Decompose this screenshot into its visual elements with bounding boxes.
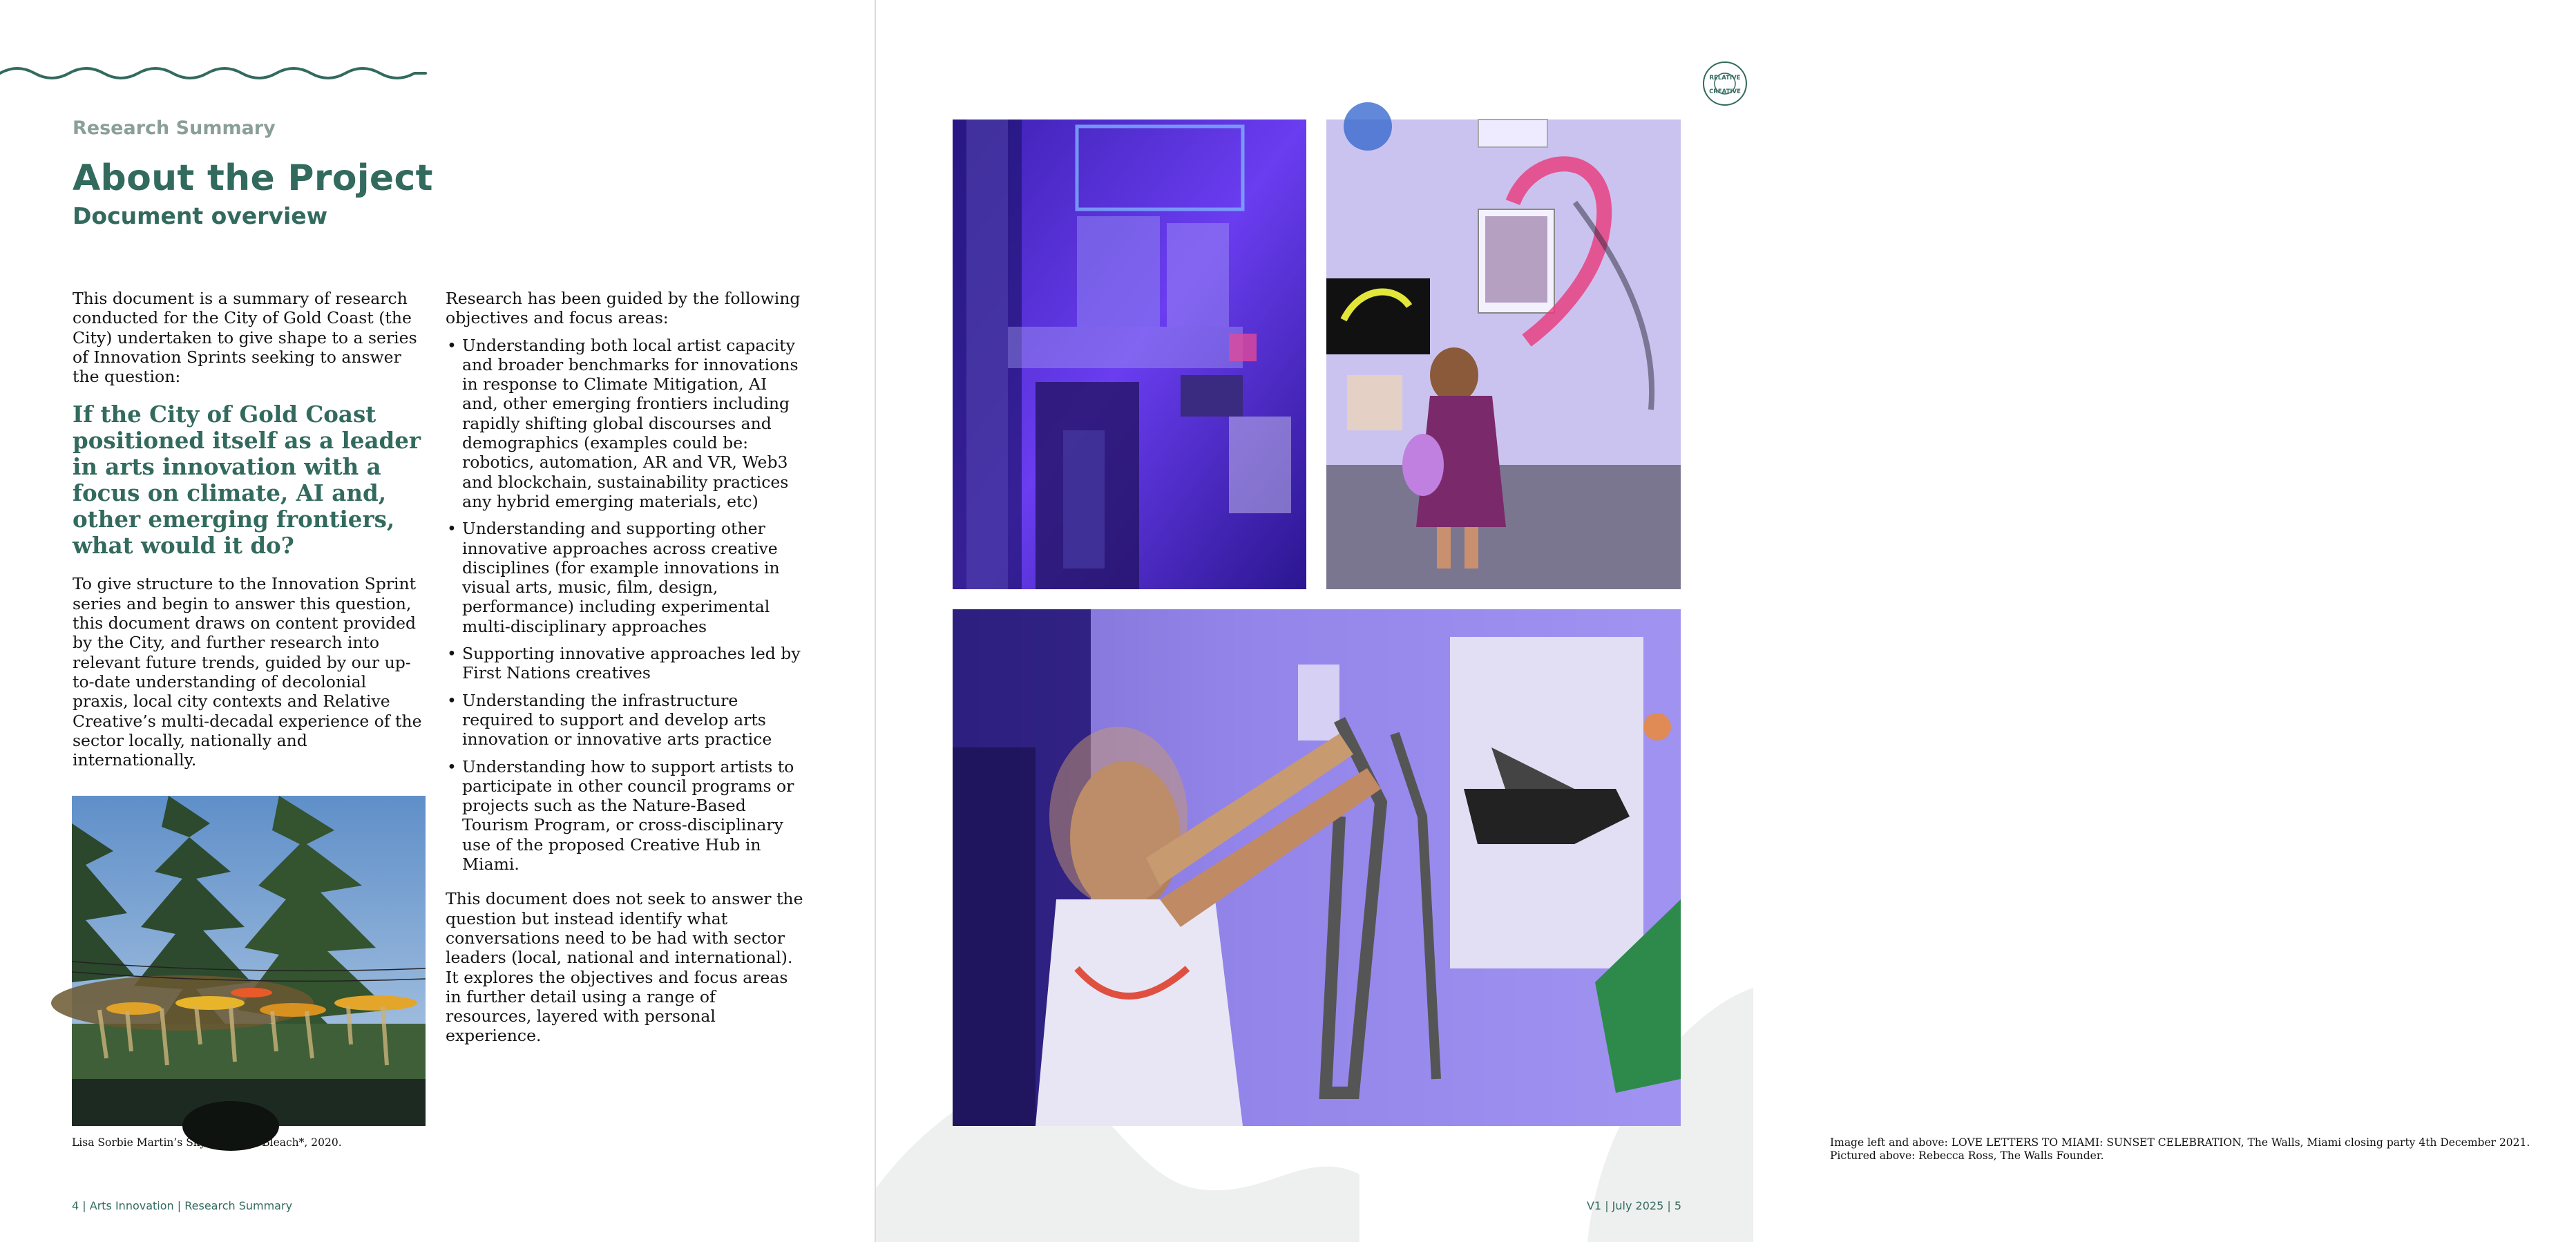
rebecca-ross-photo [953,609,1681,1126]
page-title: About the Project [73,157,433,199]
text-column-1 [73,289,426,770]
svg-text:RELATIVE: RELATIVE [1709,75,1741,82]
research-question: If the City of Gold Coast positioned itself as a leader in arts innovation with a focus on climate, AI and, other emerging frontiers, what would it do? [73,401,421,560]
objective-item: • Understanding how to support artists to participate in other council programs or projects such as the Nature-Based Tourism Program, or cross-disciplinary use of the proposed Creative Hub in Miami. [446,757,805,875]
closing-paragraph: This document does not seek to answer the question but instead identify what conversations need to be had with sector leaders (local, national and international). It explores the objectives and focus areas in further detail using a range of resources, layered with personal experience. [446,889,803,1046]
objective-item: • Understanding and supporting other innovative approaches across creative disciplines (for example innovations in visual arts, music, film, design, performance) including experimental multi-disciplinary approaches [446,519,805,636]
structure-paragraph: To give structure to the Innovation Sprint series and begin to answer this question, this document draws on content provided by the City, and further research into relevant future trends, guided by our up-to-date understanding of decolonial praxis, local city contexts and Relative Creative’s multi-decadal experience of the sector locally, nationally and internationally. [73,574,422,770]
sky-weave-photo [72,796,426,1126]
intro-paragraph: This document is a summary of research conducted for the City of Gold Coast (the City) undertaken to give shape to a series of Innovation Sprints seeking to answer the question: [73,289,417,387]
left-page [0,0,875,1242]
decorative-wave-line [0,62,428,84]
footer-left: 4 | Arts Innovation | Research Summary [72,1199,293,1212]
right-page [876,0,2530,1242]
relative-creative-logo [1701,59,1749,108]
section-eyebrow: Research Summary [73,117,276,139]
objective-item: • Understanding both local artist capacity and broader benchmarks for innovations in response to Climate Mitigation, AI and, other emerging frontiers including rapidly shifting global discourses and demographics (examples could be: robotics, automation, AR and VR, Web3 and blockchain, sustainability practices any hybrid emerging materials, etc) [446,336,805,512]
objectives-list [446,336,805,875]
uv-wall-photo [953,120,1306,589]
photo-caption-right: Image left and above: LOVE LETTERS TO MIAMI: SUNSET CELEBRATION, The Walls, Miami closing party 4th December 2021. Pictured above: Rebecca Ross, The Walls Founder. [1830,1136,2530,1162]
footer-right: V1 | July 2025 | 5 [1586,1199,1681,1212]
text-column-2 [446,289,805,1046]
objective-item: • Understanding the infrastructure required to support and develop arts innovation or innovative arts practice [446,691,805,749]
svg-text:CREATIVE: CREATIVE [1709,88,1741,95]
page-subtitle: Document overview [73,202,328,229]
objective-item: • Supporting innovative approaches led by First Nations creatives [446,644,805,683]
photo-caption: Lisa Sorbie Martin’s Sky Weave at Bleach*, 2020. [72,1136,342,1149]
objectives-lead: Research has been guided by the following objectives and focus areas: [446,289,801,328]
child-drawing-photo [1326,120,1681,589]
